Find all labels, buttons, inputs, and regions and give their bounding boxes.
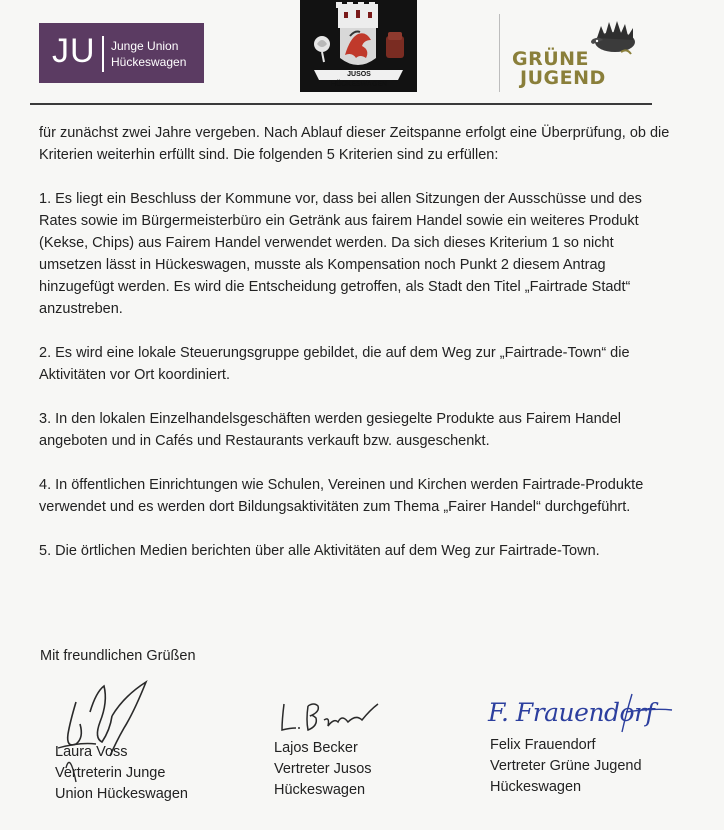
ju-logo-line2: Hückeswagen	[111, 55, 187, 69]
criterion-3: 3. In den lokalen Einzelhandelsgeschäften werden gesiegelte Produkte aus Fairem Handel angeboten und in Cafés und Restaurants verkauft bzw. ausgeschenkt.	[39, 411, 621, 449]
criterion-1: 1. Es liegt ein Beschluss der Kommune vor, dass bei allen Sitzungen der Ausschüsse und des Rates sowie im Bürgermeisterbüro ein Getränk aus fairem Handel sowie ein weiteres Produkt (Kekse, Chips) aus Fairem Handel verwendet werden. Da sich dieses Kriterium 1 so nicht umsetzen lässt in Hückeswagen, musste als Kompensation noch Punkt 2 diesem Antrag hinzugefügt werden. Es wird die Entscheidung getroffen, als Stadt den Titel „Fairtrade Stadt“ anzustreben.	[39, 191, 642, 317]
criterion-4: 4. In öffentlichen Einrichtungen wie Schulen, Vereinen und Kirchen werden Fairtrade-Produkte verwendet und es werden dort Bildungsaktivitäten zum Thema „Fairer Handel“ durchgeführt.	[39, 477, 644, 515]
signatory-2	[274, 738, 372, 801]
criterion-2: 2. Es wird eine lokale Steuerungsgruppe gebildet, die auf dem Weg zur „Fairtrade-Town“ die Aktivitäten vor Ort koordiniert.	[39, 345, 630, 383]
intro-paragraph: für zunächst zwei Jahre vergeben. Nach Ablauf dieser Zeitspanne erfolgt eine Überprüfung, ob die Kriterien weiterhin erfüllt sind. Die folgenden 5 Kriterien sind zu erfüllen:	[39, 125, 670, 163]
signatory-name: Lajos Becker	[274, 740, 358, 756]
signatory-3	[490, 735, 642, 798]
signatory-name: Felix Frauendorf	[490, 737, 596, 753]
letter-body	[39, 122, 679, 584]
letterhead	[0, 0, 724, 108]
ju-logo-divider	[102, 36, 104, 72]
jusos-logo-banner: JUSOS HÜCKESWAGEN	[330, 71, 387, 88]
jusos-logo	[300, 0, 417, 92]
logo-separator	[499, 14, 500, 92]
signatory-role-line2: Hückeswagen	[274, 782, 366, 798]
signatory-role-line1: Vertreter Grüne Jugend	[490, 758, 642, 774]
criterion-5: 5. Die örtlichen Medien berichten über alle Aktivitäten auf dem Weg zur Fairtrade-Town.	[39, 543, 600, 559]
ju-logo-mark: JU	[52, 32, 96, 70]
gruene-jugend-logo	[509, 18, 644, 92]
header-rule	[30, 103, 652, 105]
gj-logo-line1: GRÜNE	[512, 48, 590, 70]
ju-logo-text	[111, 38, 186, 70]
gj-logo-line2: JUGEND	[520, 67, 606, 89]
signatory-role-line2: Hückeswagen	[490, 779, 582, 795]
signatory-role-line1: Vertreterin Junge	[55, 765, 166, 781]
signature-felix-frauendorf	[486, 688, 686, 736]
signatory-role-line2: Union Hückeswagen	[55, 786, 188, 802]
junge-union-logo	[39, 23, 204, 83]
signatory-role-line1: Vertreter Jusos	[274, 761, 372, 777]
closing-greeting: Mit freundlichen Grüßen	[40, 648, 196, 664]
gj-logo-text	[512, 50, 606, 88]
ju-logo-line1: Junge Union	[111, 39, 179, 53]
signatory-name: Laura Voss	[55, 744, 128, 760]
signatory-1	[55, 742, 188, 805]
signature-handwritten-text: F. Frauendorf	[488, 698, 655, 727]
signature-lajos-becker	[278, 696, 388, 744]
